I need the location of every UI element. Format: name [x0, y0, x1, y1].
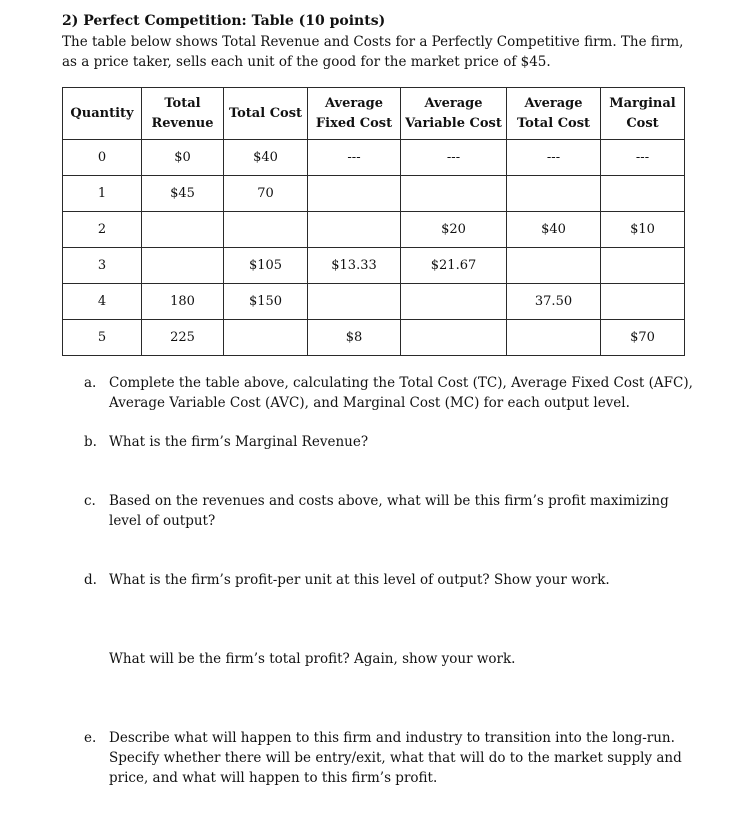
table-cell: ---: [308, 140, 401, 176]
table-cell: [401, 284, 507, 320]
table-cell: [224, 320, 308, 356]
question-letter: b.: [84, 434, 97, 450]
table-cell: $10: [601, 212, 685, 248]
table-cell: $0: [142, 140, 224, 176]
question-text: Describe what will happen to this firm and industry to transition into the long-run. Specify whether there will be entry/exit, what that will do to the market supply and price, and what will happen to this firm’s profit.: [109, 730, 682, 786]
table-cell: 0: [63, 140, 142, 176]
question-b: [84, 432, 694, 452]
table-cell: ---: [401, 140, 507, 176]
table-cell: [601, 284, 685, 320]
question-letter: a.: [84, 375, 97, 391]
table-cell: 5: [63, 320, 142, 356]
table-cell: $13.33: [308, 248, 401, 284]
header-average-variable-cost: Average Variable Cost: [401, 88, 507, 140]
table-cell: $21.67: [401, 248, 507, 284]
header-quantity: Quantity: [63, 88, 142, 140]
header-average-total-cost: Average Total Cost: [507, 88, 601, 140]
table-cell: $8: [308, 320, 401, 356]
question-heading: 2) Perfect Competition: Table (10 points): [62, 13, 386, 29]
question-c: [84, 491, 694, 531]
table-cell: [224, 212, 308, 248]
intro-paragraph: The table below shows Total Revenue and Costs for a Perfectly Competitive firm. The firm, as a price taker, sells each unit of the good for the market price of $45.: [62, 34, 684, 70]
question-letter: d.: [84, 572, 97, 588]
table-cell: [507, 248, 601, 284]
table-cell: 4: [63, 284, 142, 320]
question-d: [84, 570, 694, 590]
table-row: [63, 176, 685, 212]
table-cell: [308, 212, 401, 248]
header-marginal-cost: Marginal Cost: [601, 88, 685, 140]
table-row: [63, 248, 685, 284]
table-row: [63, 212, 685, 248]
table-row: [63, 284, 685, 320]
table-cell: $45: [142, 176, 224, 212]
question-letter: e.: [84, 730, 97, 746]
table-cell: [507, 320, 601, 356]
table-cell: $150: [224, 284, 308, 320]
question-letter: c.: [84, 493, 96, 509]
table-cell: 3: [63, 248, 142, 284]
question-a: [84, 373, 694, 413]
question-text: What is the firm’s profit-per unit at this level of output? Show your work.: [109, 572, 610, 588]
table-cell: [308, 176, 401, 212]
table-cell: ---: [601, 140, 685, 176]
question-d-followup: What will be the firm’s total profit? Again, show your work.: [109, 651, 516, 667]
question-text: Based on the revenues and costs above, what will be this firm’s profit maximizing level of output?: [109, 493, 669, 529]
table-cell: [401, 320, 507, 356]
table-cell: $105: [224, 248, 308, 284]
table-cell: $40: [507, 212, 601, 248]
table-cell: 37.50: [507, 284, 601, 320]
table-cell: [142, 212, 224, 248]
table-cell: ---: [507, 140, 601, 176]
table-cell: [601, 248, 685, 284]
table-cell: $20: [401, 212, 507, 248]
header-total-cost: Total Cost: [224, 88, 308, 140]
table-cell: [507, 176, 601, 212]
question-e: [84, 728, 694, 788]
table-cell: [601, 176, 685, 212]
table-cell: 1: [63, 176, 142, 212]
question-text: What is the firm’s Marginal Revenue?: [109, 434, 369, 450]
table-cell: [401, 176, 507, 212]
table-cell: 180: [142, 284, 224, 320]
table-header-row: [63, 88, 685, 140]
table-cell: $70: [601, 320, 685, 356]
header-total-revenue: Total Revenue: [142, 88, 224, 140]
cost-table: [62, 87, 685, 356]
table-cell: 70: [224, 176, 308, 212]
table-cell: $40: [224, 140, 308, 176]
table-row: [63, 140, 685, 176]
table-cell: 225: [142, 320, 224, 356]
question-text: Complete the table above, calculating the Total Cost (TC), Average Fixed Cost (AFC), Average Variable Cost (AVC), and Marginal Cost (MC) for each output level.: [109, 375, 693, 411]
table-row: [63, 320, 685, 356]
table-cell: [308, 284, 401, 320]
header-average-fixed-cost: Average Fixed Cost: [308, 88, 401, 140]
table-cell: 2: [63, 212, 142, 248]
table-cell: [142, 248, 224, 284]
